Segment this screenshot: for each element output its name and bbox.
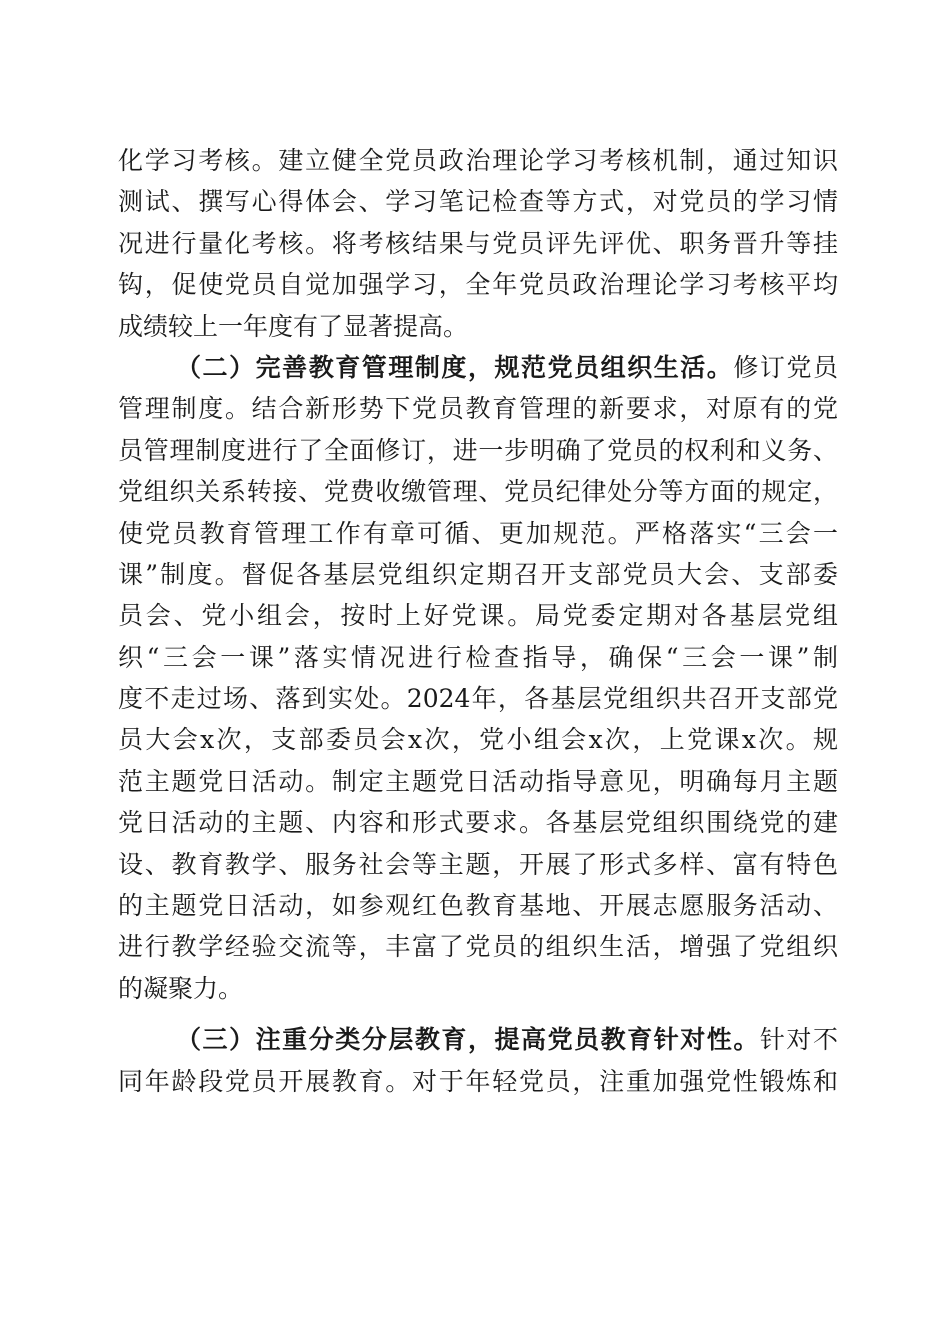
section-3-heading: （三）注重分类分层教育，提高党员教育针对性。	[176, 1025, 760, 1055]
paragraph-1-line-5: 成绩较上一年度有了显著提高。	[118, 311, 469, 341]
paragraph-2-line-3: 员管理制度进行了全面修订，进一步明确了党员的权利和义务、	[118, 435, 838, 465]
paragraph-2-line-11: 范主题党日活动。制定主题党日活动指导意见，明确每月主题	[118, 766, 838, 796]
section-3-lead-text: 针对不	[759, 1025, 838, 1055]
paragraph-1-line-2: 测试、撰写心得体会、学习笔记检查等方式，对党员的学习情	[118, 187, 838, 217]
paragraph-2-line-8: 织“三会一课”落实情况进行检查指导，确保“三会一课”制	[118, 642, 838, 672]
paragraph-2-line-16: 的凝聚力。	[118, 973, 244, 1003]
paragraph-2-line-14: 的主题党日活动，如参观红色教育基地、开展志愿服务活动、	[118, 891, 838, 921]
paragraph-1-line-1: 化学习考核。建立健全党员政治理论学习考核机制，通过知识	[118, 146, 838, 175]
paragraph-1-line-3: 况进行量化考核。将考核结果与党员评先评优、职务晋升等挂	[118, 228, 838, 258]
paragraph-2-line-13: 设、教育教学、服务社会等主题，开展了形式多样、富有特色	[118, 849, 838, 879]
section-2-first-line	[118, 347, 838, 388]
paragraph-2-line-7: 员会、党小组会，按时上好党课。局党委定期对各基层党组	[118, 601, 838, 631]
paragraph-2-line-4: 党组织关系转接、党费收缴管理、党员纪律处分等方面的规定，	[118, 477, 838, 507]
paragraph-3-line-2: 同年龄段党员开展教育。对于年轻党员，注重加强党性锻炼和	[118, 1066, 838, 1096]
section-2-lead-text: 修订党员	[733, 352, 838, 382]
paragraph-2-line-15: 进行教学经验交流等，丰富了党员的组织生活，增强了党组织	[118, 932, 838, 962]
paragraph-2-line-9: 度不走过场、落到实处。2024年，各基层党组织共召开支部党	[118, 684, 838, 714]
paragraph-2-line-5: 使党员教育管理工作有章可循、更加规范。严格落实“三会一	[118, 518, 838, 548]
section-2-heading: （二）完善教育管理制度，规范党员组织生活。	[176, 352, 734, 382]
paragraph-2-line-10: 员大会x次，支部委员会x次，党小组会x次，上党课x次。规	[118, 725, 838, 755]
paragraph-2-line-12: 党日活动的主题、内容和形式要求。各基层党组织围绕党的建	[118, 808, 838, 838]
paragraph-1-line-4: 钩，促使党员自觉加强学习，全年党员政治理论学习考核平均	[118, 270, 838, 300]
paragraph-2-line-6: 课”制度。督促各基层党组织定期召开支部党员大会、支部委	[118, 559, 838, 589]
section-3-first-line	[118, 1019, 838, 1060]
paragraph-spacer	[118, 1009, 838, 1019]
paragraph-2-line-2: 管理制度。结合新形势下党员教育管理的新要求，对原有的党	[118, 394, 838, 424]
document-body	[118, 140, 838, 1102]
